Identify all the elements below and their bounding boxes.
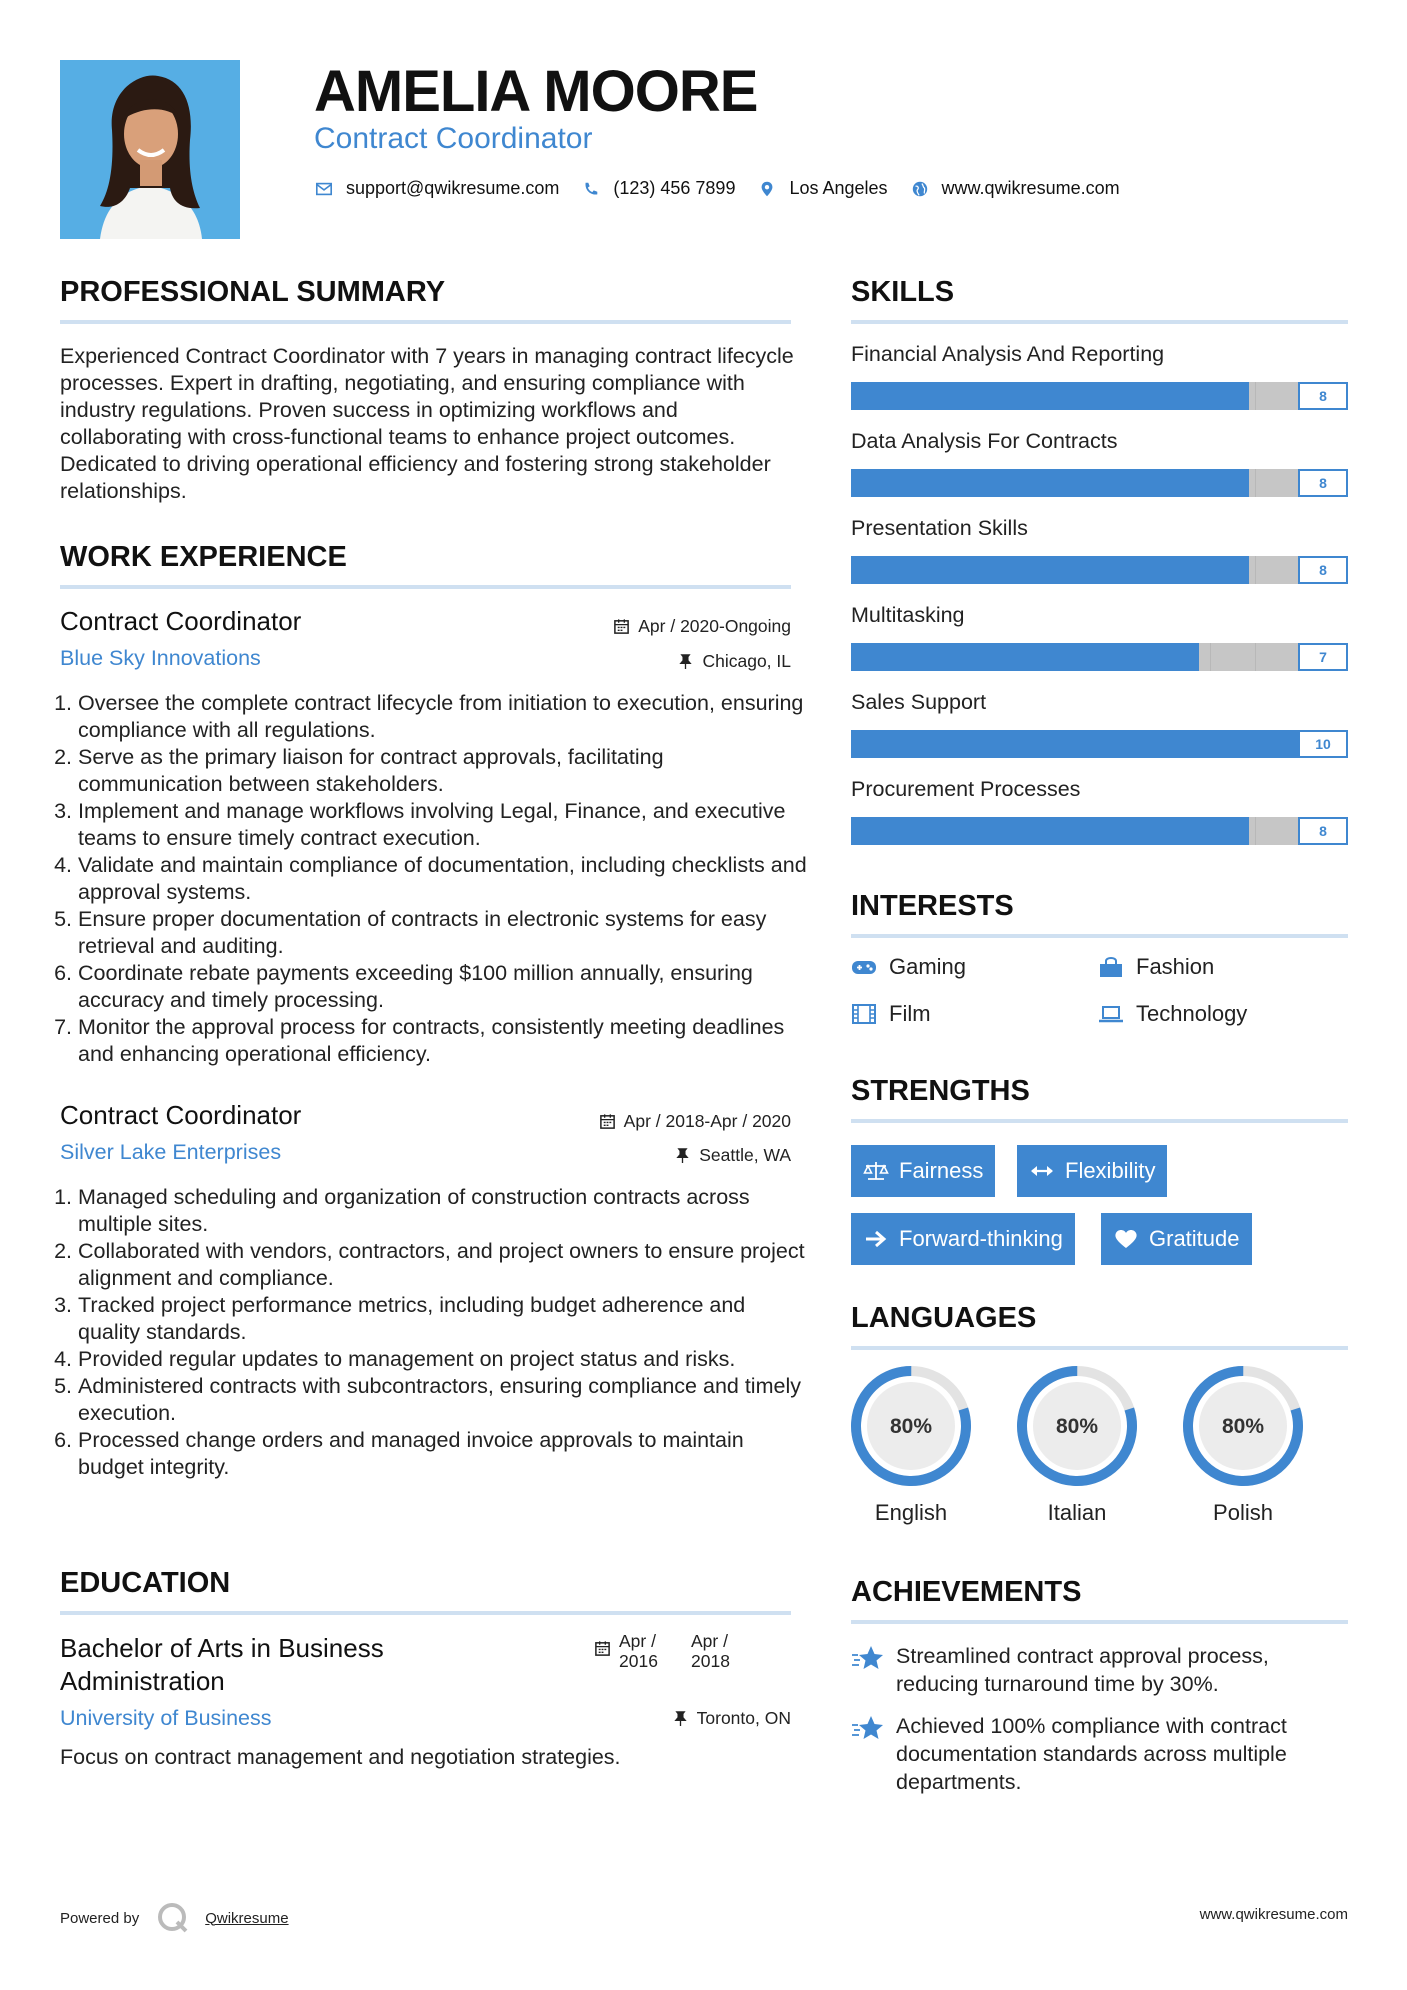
arrow-right-icon (863, 1228, 889, 1250)
strength-pill (1017, 1145, 1167, 1197)
work-divider (60, 585, 791, 589)
summary-text: Experienced Contract Coordinator with 7 years in managing contract lifecycle processes. Expert in drafting, negotiating, and ensuring compliance with industry regulations. Proven success in optimizing workflows and collaborating with cross-functional teams to enhance project outcomes. Dedicated to driving operational efficiency and fostering strong stakeholder relationships. (60, 344, 794, 503)
envelope-icon (314, 179, 334, 199)
list-item: 4. Provided regular updates to management on project status and risks. (78, 1346, 808, 1373)
list-item: 1. Managed scheduling and organization of construction contracts across multiple sites. (78, 1184, 808, 1238)
education-location-text: Toronto, ON (696, 1708, 791, 1728)
pin-icon (672, 1710, 689, 1727)
skill-bar-fill (851, 382, 1249, 410)
arrows-horizontal-icon (1029, 1160, 1055, 1182)
interests-heading: INTERESTS (851, 890, 1014, 922)
job-dates (613, 616, 791, 637)
calendar-icon (594, 1640, 611, 1657)
summary-heading: PROFESSIONAL SUMMARY (60, 276, 446, 308)
skill-level-badge: 8 (1298, 382, 1348, 410)
interest-item (1098, 954, 1214, 980)
education-location (672, 1708, 791, 1729)
list-item: 4. Validate and maintain compliance of documentation, including checklists and approval systems. (78, 852, 808, 906)
achievement-text: Streamlined contract approval process, reducing turnaround time by 30%. (896, 1644, 1269, 1696)
job-title: Contract Coordinator (60, 606, 302, 636)
summary-divider (60, 320, 791, 324)
skill-name: Financial Analysis And Reporting (851, 342, 1165, 366)
skill-bar (851, 556, 1348, 584)
skill-level-badge: 10 (1298, 730, 1348, 758)
work-heading: WORK EXPERIENCE (60, 541, 347, 573)
shopping-bag-icon (1098, 956, 1124, 978)
candidate-title: Contract Coordinator (314, 122, 593, 155)
skill-bar-fill (851, 730, 1348, 758)
profile-photo (60, 60, 240, 239)
star-icon (851, 1713, 885, 1743)
skill-bar-fill (851, 817, 1249, 845)
education-dates (594, 1631, 763, 1671)
contact-website[interactable]: www.qwikresume.com (941, 178, 1120, 198)
calendar-icon (613, 618, 630, 635)
skill-level-badge: 8 (1298, 469, 1348, 497)
job-dates-text: Apr / 2018-Apr / 2020 (623, 1111, 791, 1131)
list-item: 2. Serve as the primary liaison for contract approvals, facilitating communication between stakeholders. (78, 744, 808, 798)
gamepad-icon (851, 956, 877, 978)
strength-label: Gratitude (1149, 1226, 1240, 1251)
pin-icon (677, 653, 694, 670)
strengths-heading: STRENGTHS (851, 1075, 1030, 1107)
job-location-text: Chicago, IL (702, 651, 791, 671)
job-responsibilities (78, 690, 808, 1068)
skill-bar (851, 730, 1348, 758)
powered-by-text: Powered by (60, 1909, 140, 1927)
language-percent: 80% (1221, 1415, 1265, 1438)
calendar-icon (599, 1113, 616, 1130)
job-location (674, 1145, 791, 1166)
skill-bar-fill (851, 556, 1249, 584)
skill-name: Presentation Skills (851, 516, 1028, 540)
language-name: English (874, 1500, 948, 1525)
film-icon (851, 1003, 877, 1025)
footer-powered-by (60, 1900, 289, 1936)
languages-heading: LANGUAGES (851, 1302, 1037, 1334)
interests-divider (851, 934, 1348, 938)
strength-label: Flexibility (1065, 1158, 1156, 1183)
list-item: 6. Processed change orders and managed invoice approvals to maintain budget integrity. (78, 1427, 808, 1481)
interest-label: Fashion (1136, 954, 1215, 979)
achievements-heading: ACHIEVEMENTS (851, 1576, 1082, 1608)
candidate-name: AMELIA MOORE (314, 59, 758, 124)
globe-icon (910, 179, 930, 199)
skills-divider (851, 320, 1348, 324)
language-item (1181, 1364, 1305, 1526)
strengths-divider (851, 1119, 1348, 1123)
degree-title: Bachelor of Arts in Business Administration (60, 1633, 384, 1696)
map-pin-icon (757, 179, 777, 199)
footer-website[interactable]: www.qwikresume.com (1199, 1906, 1348, 1923)
language-percent: 80% (1055, 1415, 1099, 1438)
job-dates-text: Apr / 2020-Ongoing (638, 616, 791, 636)
achievement-text: Achieved 100% compliance with contract documentation standards across multiple departments. (896, 1714, 1287, 1794)
language-percent: 80% (889, 1415, 933, 1438)
skill-name: Multitasking (851, 603, 965, 627)
skill-name: Procurement Processes (851, 777, 1081, 801)
phone-icon (581, 179, 601, 199)
contact-phone[interactable]: (123) 456 7899 (613, 178, 736, 198)
interest-item (851, 954, 966, 980)
job-responsibilities (78, 1184, 808, 1481)
list-item: 5. Ensure proper documentation of contracts in electronic systems for easy retrieval and auditing. (78, 906, 808, 960)
list-item: 1. Oversee the complete contract lifecycle from initiation to execution, ensuring compliance with all regulations. (78, 690, 808, 744)
skill-bar (851, 382, 1348, 410)
language-ring (849, 1364, 973, 1488)
strength-pill (1101, 1213, 1252, 1265)
education-heading: EDUCATION (60, 1567, 231, 1599)
skill-bar (851, 817, 1348, 845)
skill-name: Sales Support (851, 690, 987, 714)
list-item: 2. Collaborated with vendors, contractors, and project owners to ensure project alignment and compliance. (78, 1238, 808, 1292)
skill-name: Data Analysis For Contracts (851, 429, 1118, 453)
balance-scale-icon (863, 1160, 889, 1182)
skill-level-badge: 8 (1298, 556, 1348, 584)
contact-email[interactable]: support@qwikresume.com (346, 178, 560, 198)
language-item (849, 1364, 973, 1526)
brand-link[interactable]: Qwikresume (205, 1909, 289, 1927)
language-name: Italian (1047, 1500, 1107, 1525)
achievements-divider (851, 1620, 1348, 1624)
skill-bar-fill (851, 643, 1199, 671)
job-company: Silver Lake Enterprises (60, 1140, 282, 1164)
job-title: Contract Coordinator (60, 1100, 302, 1130)
language-ring (1015, 1364, 1139, 1488)
list-item: 3. Tracked project performance metrics, including budget adherence and quality standards. (78, 1292, 808, 1346)
language-item (1015, 1364, 1139, 1526)
strength-pill (851, 1213, 1075, 1265)
education-start: Apr / 2016 (619, 1631, 658, 1671)
language-ring (1181, 1364, 1305, 1488)
list-item: 5. Administered contracts with subcontractors, ensuring compliance and timely execution. (78, 1373, 808, 1427)
laptop-icon (1098, 1003, 1124, 1025)
skill-level-badge: 7 (1298, 643, 1348, 671)
interest-label: Film (889, 1001, 931, 1026)
education-divider (60, 1611, 791, 1615)
contact-location: Los Angeles (789, 178, 888, 198)
interest-item (851, 1001, 931, 1027)
job-location-text: Seattle, WA (699, 1145, 791, 1165)
list-item: 7. Monitor the approval process for contracts, consistently meeting deadlines and enhancing operational efficiency. (78, 1014, 808, 1068)
education-note: Focus on contract management and negotiation strategies. (60, 1745, 621, 1769)
achievement-item (851, 1642, 1351, 1698)
strength-pill (851, 1145, 995, 1197)
school-name: University of Business (60, 1706, 272, 1730)
portrait-image (60, 60, 240, 239)
contact-bar (314, 178, 1142, 199)
strength-label: Fairness (899, 1158, 984, 1183)
skill-bar (851, 469, 1348, 497)
skill-level-badge: 8 (1298, 817, 1348, 845)
education-end: Apr / 2018 (691, 1631, 730, 1671)
star-icon (851, 1643, 885, 1673)
job-company: Blue Sky Innovations (60, 646, 261, 670)
list-item: 6. Coordinate rebate payments exceeding $100 million annually, ensuring accuracy and timely processing. (78, 960, 808, 1014)
qwikresume-logo-icon (155, 1900, 191, 1936)
pin-icon (674, 1147, 691, 1164)
languages-divider (851, 1346, 1348, 1350)
job-location (677, 651, 791, 672)
achievement-item (851, 1712, 1351, 1796)
heart-icon (1113, 1228, 1139, 1250)
interest-label: Gaming (889, 954, 967, 979)
skills-heading: SKILLS (851, 276, 955, 308)
job-dates (599, 1111, 791, 1132)
language-name: Polish (1213, 1500, 1273, 1525)
interest-label: Technology (1136, 1001, 1248, 1026)
strength-label: Forward-thinking (899, 1226, 1063, 1251)
skill-bar-fill (851, 469, 1249, 497)
skill-bar (851, 643, 1348, 671)
list-item: 3. Implement and manage workflows involving Legal, Finance, and executive teams to ensure timely contract execution. (78, 798, 808, 852)
interest-item (1098, 1001, 1247, 1027)
